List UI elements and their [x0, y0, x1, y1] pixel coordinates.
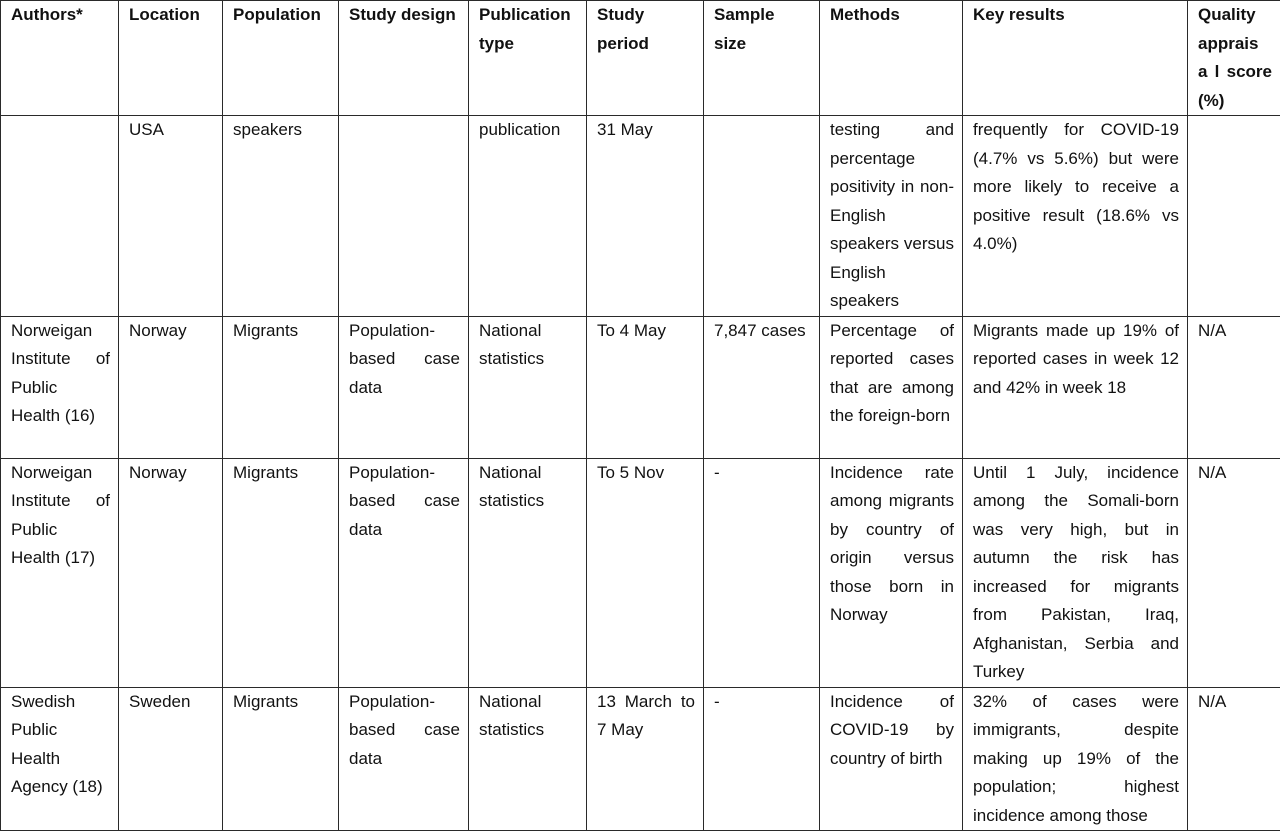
- header-population: Population: [223, 1, 339, 116]
- cell-key-results: Until 1 July, incidence among the Somali-born was very high, but in autumn the risk has increased for migrants from Pakistan, Iraq, Afghanistan, Serbia and Turkey: [963, 458, 1188, 687]
- cell-location: Sweden: [119, 687, 223, 831]
- cell-study-design: Population-based case data: [339, 687, 469, 831]
- cell-authors: Swedish Public Health Agency (18): [1, 687, 119, 831]
- header-authors: Authors*: [1, 1, 119, 116]
- cell-study-period: To 5 Nov: [587, 458, 704, 687]
- cell-study-design: Population-based case data: [339, 458, 469, 687]
- header-study-period: Study period: [587, 1, 704, 116]
- cell-key-results: 32% of cases were immigrants, despite making up 19% of the population; highest incidence among those: [963, 687, 1188, 831]
- cell-key-results: frequently for COVID-19 (4.7% vs 5.6%) but were more likely to receive a positive result (18.6% vs 4.0%): [963, 116, 1188, 317]
- cell-sample-size: -: [704, 458, 820, 687]
- header-sample-size: Sample size: [704, 1, 820, 116]
- table-row: [1, 316, 1280, 458]
- cell-study-period: 31 May: [587, 116, 704, 317]
- cell-quality-score: N/A: [1188, 316, 1280, 458]
- cell-publication-type: National statistics: [469, 458, 587, 687]
- header-study-design: Study design: [339, 1, 469, 116]
- cell-population: speakers: [223, 116, 339, 317]
- cell-publication-type: publication: [469, 116, 587, 317]
- cell-study-design: Population-based case data: [339, 316, 469, 458]
- cell-location: Norway: [119, 316, 223, 458]
- cell-authors: [1, 116, 119, 317]
- cell-study-period: 13 March to 7 May: [587, 687, 704, 831]
- cell-location: USA: [119, 116, 223, 317]
- cell-sample-size: 7,847 cases: [704, 316, 820, 458]
- header-location: Location: [119, 1, 223, 116]
- cell-methods: testing and percentage positivity in non-English speakers versus English speakers: [820, 116, 963, 317]
- cell-sample-size: -: [704, 687, 820, 831]
- cell-methods: Percentage of reported cases that are among the foreign-born: [820, 316, 963, 458]
- cell-publication-type: National statistics: [469, 687, 587, 831]
- cell-methods: Incidence of COVID-19 by country of birth: [820, 687, 963, 831]
- cell-key-results: Migrants made up 19% of reported cases in week 12 and 42% in week 18: [963, 316, 1188, 458]
- cell-population: Migrants: [223, 316, 339, 458]
- cell-sample-size: [704, 116, 820, 317]
- table-row: [1, 458, 1280, 687]
- table-row: [1, 116, 1280, 317]
- cell-quality-score: [1188, 116, 1280, 317]
- cell-population: Migrants: [223, 687, 339, 831]
- table-row: [1, 687, 1280, 831]
- cell-study-period: To 4 May: [587, 316, 704, 458]
- header-quality-score: Quality apprais a l score (%): [1188, 1, 1280, 116]
- cell-publication-type: National statistics: [469, 316, 587, 458]
- cell-methods: Incidence rate among migrants by country of origin versus those born in Norway: [820, 458, 963, 687]
- cell-population: Migrants: [223, 458, 339, 687]
- cell-study-design: [339, 116, 469, 317]
- table-header-row: [1, 1, 1280, 116]
- header-key-results: Key results: [963, 1, 1188, 116]
- cell-location: Norway: [119, 458, 223, 687]
- cell-authors: Norweigan Institute of Public Health (17): [1, 458, 119, 687]
- cell-authors: Norweigan Institute of Public Health (16): [1, 316, 119, 458]
- cell-quality-score: N/A: [1188, 458, 1280, 687]
- header-methods: Methods: [820, 1, 963, 116]
- header-publication-type: Publication type: [469, 1, 587, 116]
- cell-quality-score: N/A: [1188, 687, 1280, 831]
